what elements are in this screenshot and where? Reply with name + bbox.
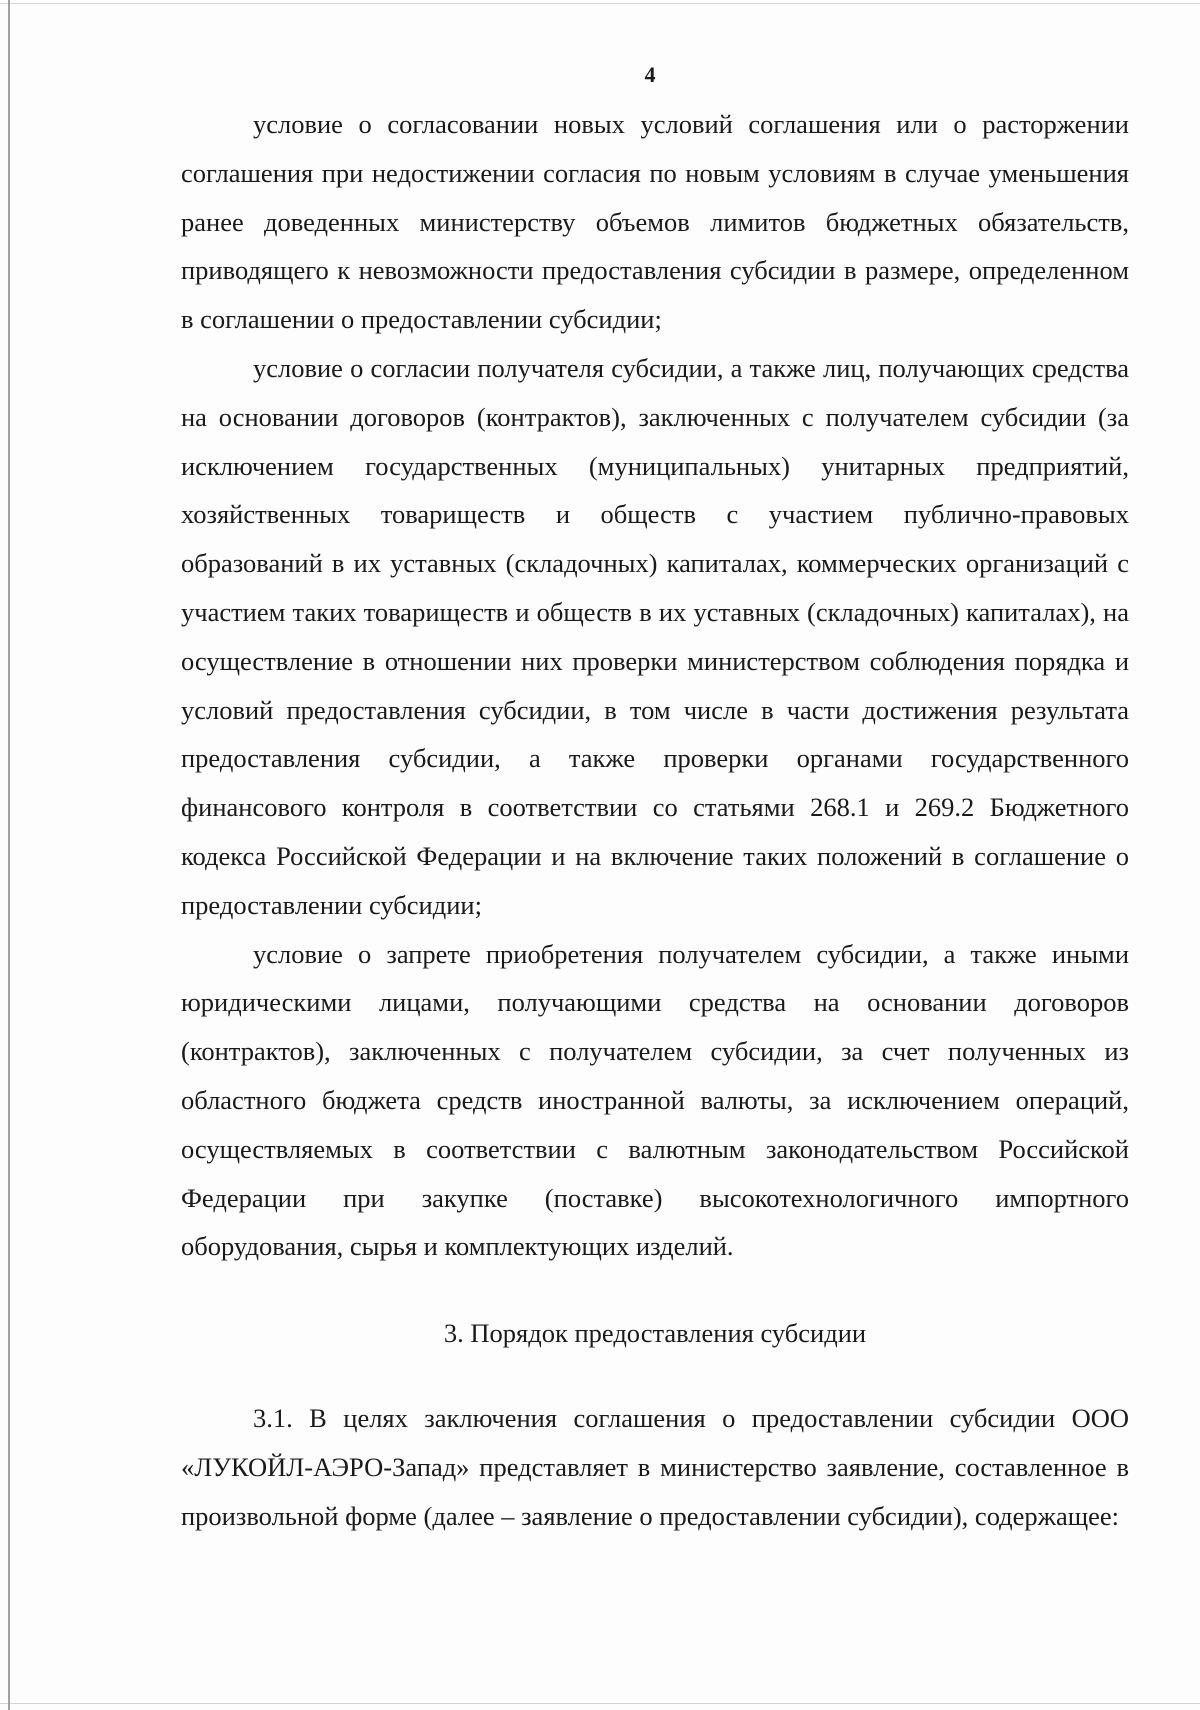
- scan-edge-left: [8, 0, 10, 1710]
- scan-edge-bottom: [0, 1703, 1200, 1704]
- scan-edge-top: [0, 3, 1200, 4]
- section-heading: 3. Порядок предоставления субсидии: [443, 1318, 867, 1349]
- paragraph-3-1: 3.1. В целях заключения соглашения о предоставлении субсидии ООО «ЛУКОЙЛ-АЭРО-Запад» представляет в министерство заявление, составленное в произвольной форме (далее – заявление о предоставлении субсидии), содержащее:: [181, 1402, 1129, 1531]
- document-body: [181, 100, 1129, 1540]
- paragraph-currency-prohibition: условие о запрете приобретения получателем субсидии, а также иными юридическими лицами, получающими средства на основании договоров (контрактов), заключенных с получателем субсидии, за счет полученных из областного бюджета средств иностранной валюты, за исключением операций, осуществляемых в соответствии с валютным законодательством Российской Федерации при закупке (поставке) высокотехнологичного импортного оборудования, сырья и комплектующих изделий.: [181, 938, 1129, 1262]
- paragraph-agreement-renegotiation: условие о согласовании новых условий соглашения или о расторжении соглашения при недостижении согласия по новым условиям в случае уменьшения ранее доведенных министерству объемов лимитов бюджетных обязательств, приводящего к невозможности предоставления субсидии в размере, определенном в соглашении о предоставлении субсидии;: [181, 109, 1129, 335]
- paragraph-inspection-consent: условие о согласии получателя субсидии, а также лиц, получающих средства на основании договоров (контрактов), заключенных с получателем субсидии (за исключением государственных (муниципальных) унитарных предприятий, хозяйственных товариществ и обществ с участием публично-правовых образований в их уставных (складочных) капиталах, коммерческих организаций с участием таких товариществ и обществ в их уставных (складочных) капиталах), на осуществление в отношении них проверки министерством соблюдения порядка и условий предоставления субсидии, в том числе в части достижения результата предоставления субсидии, а также проверки органами государственного финансового контроля в соответствии со статьями 268.1 и 269.2 Бюджетного кодекса Российской Федерации и на включение таких положений в соглашение о предоставлении субсидии;: [181, 352, 1129, 920]
- page-number: 4: [644, 62, 656, 87]
